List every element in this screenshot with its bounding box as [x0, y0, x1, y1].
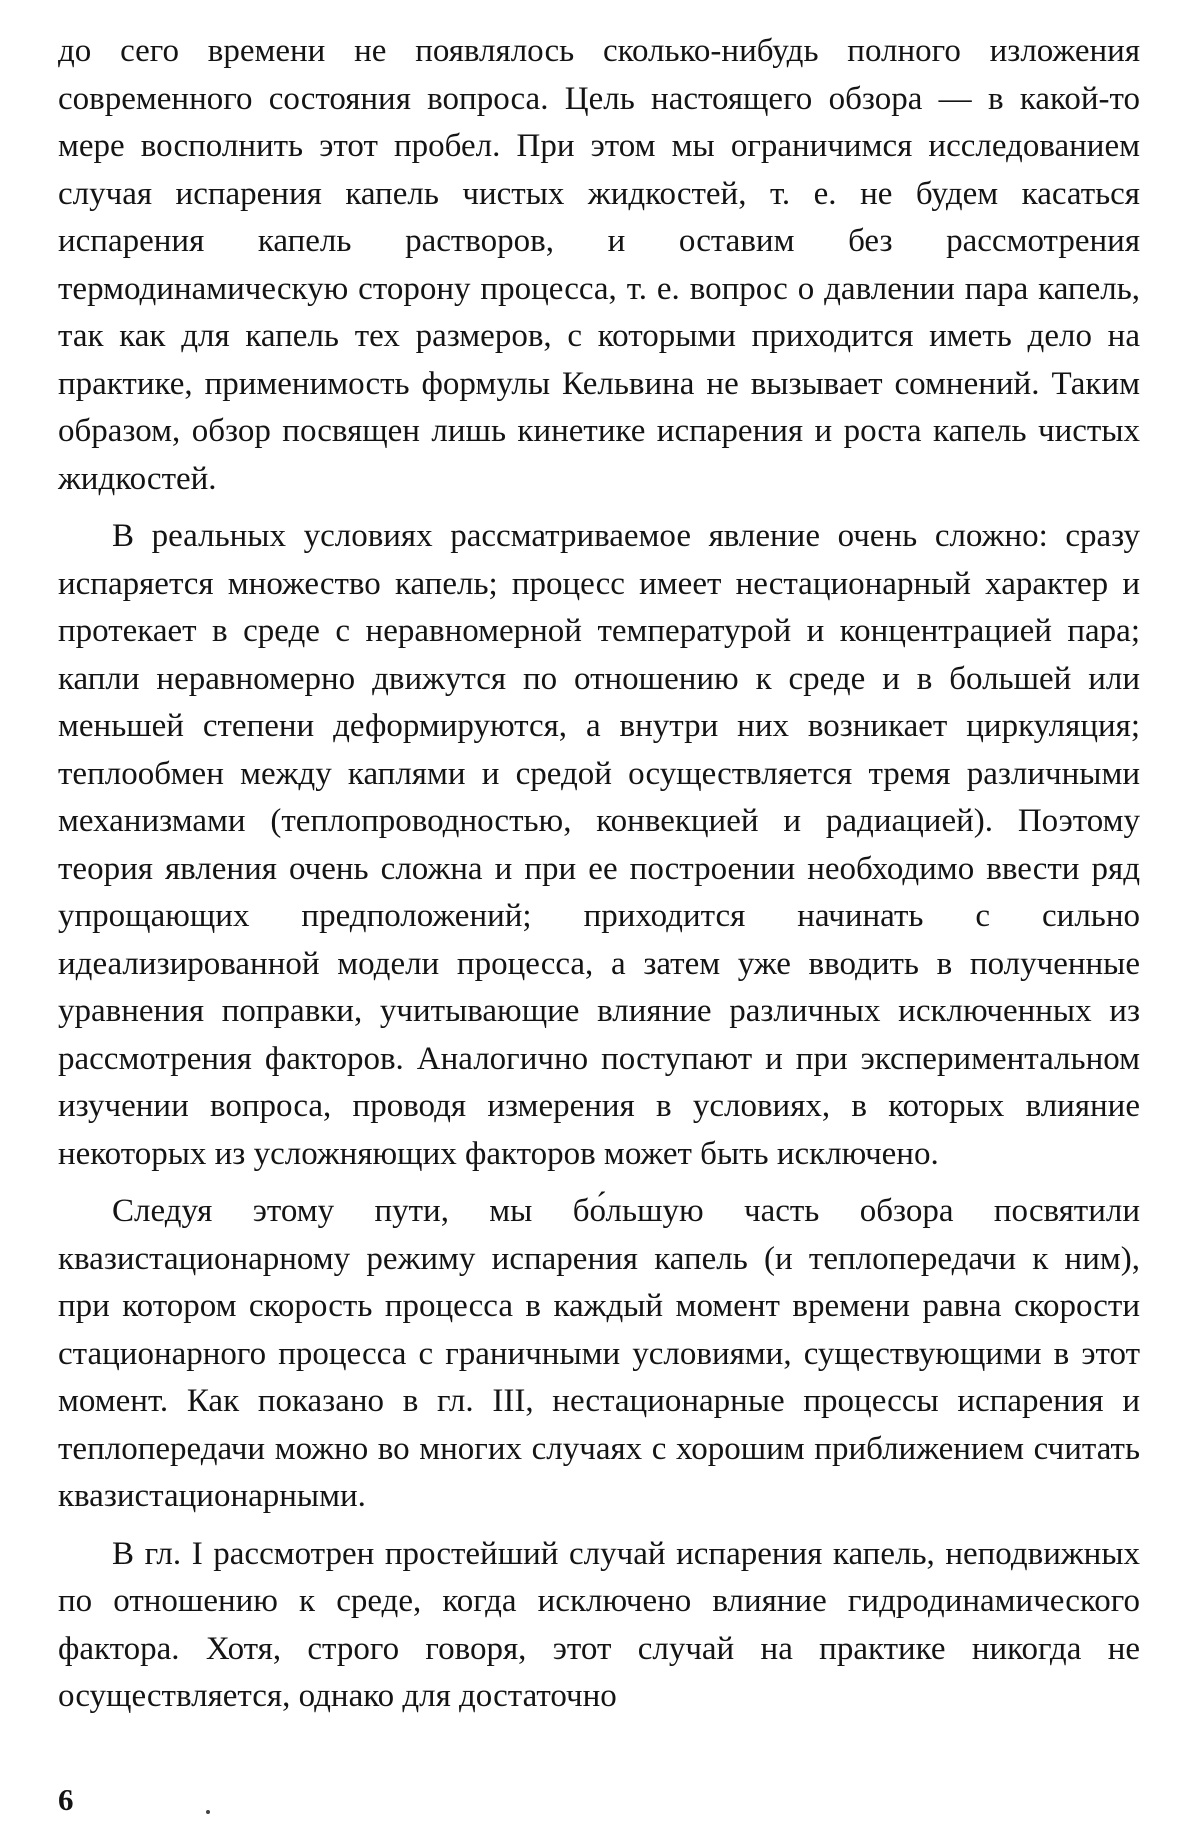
paragraph-chapter-one: В гл. I рассмотрен простейший случай испарения капель, неподвижных по отношению к среде, когда исключено влияние гидродинамического фактора. Хотя, строго говоря, этот случай на практике никогда не осуществляется, однако для достаточно — [58, 1535, 1140, 1714]
paragraph-intro-continued: до сего времени не появлялось сколько-нибудь полного изложения современного состояния вопроса. Цель настоящего обзора — в какой-то мере восполнить этот пробел. При этом мы ограничимся исследованием случая испарения капель чистых жидкостей, т. е. не будем касаться испарения капель растворов, и оставим без рассмотрения термодинамическую сторону процесса, т. е. вопрос о давлении пара капель, так как для капель тех размеров, с которыми приходится иметь дело на практике, применимость формулы Кельвина не вызывает сомнений. Таким образом, обзор посвящен лишь кинетике испарения и роста капель чистых жидкостей. — [58, 33, 1140, 497]
print-speck — [206, 1810, 210, 1814]
paragraph-quasistationary: Следуя этому пути, мы бо́льшую часть обзора посвятили квазистационарному режиму испарения капель (и теплопередачи к ним), при котором скорость процесса в каждый момент времени равна скорости стационарного процесса с граничными условиями, существующими в этот момент. Как показано в гл. III, нестационарные процессы испарения и теплопередачи можно во многих случаях с хорошим приближением считать квазистационарными. — [58, 1193, 1140, 1514]
page-number: 6 — [58, 1782, 74, 1817]
page-body — [58, 28, 1140, 1731]
paragraph-real-conditions: В реальных условиях рассматриваемое явление очень сложно: сразу испаряется множество капель; процесс имеет нестационарный характер и протекает в среде с неравномерной температурой и концентрацией пара; капли неравномерно движутся по отношению к среде и в большей или меньшей степени деформируются, а внутри них возникает циркуляция; теплообмен между каплями и средой осуществляется тремя различными механизмами (теплопроводностью, конвекцией и радиацией). Поэтому теория явления очень сложна и при ее построении необходимо ввести ряд упрощающих предположений; приходится начинать с сильно идеализированной модели процесса, а затем уже вводить в полученные уравнения поправки, учитывающие влияние различных исключенных из рассмотрения факторов. Аналогично поступают и при экспериментальном изучении вопроса, проводя измерения в условиях, в которых влияние некоторых из усложняющих факторов может быть исключено. — [58, 518, 1140, 1172]
